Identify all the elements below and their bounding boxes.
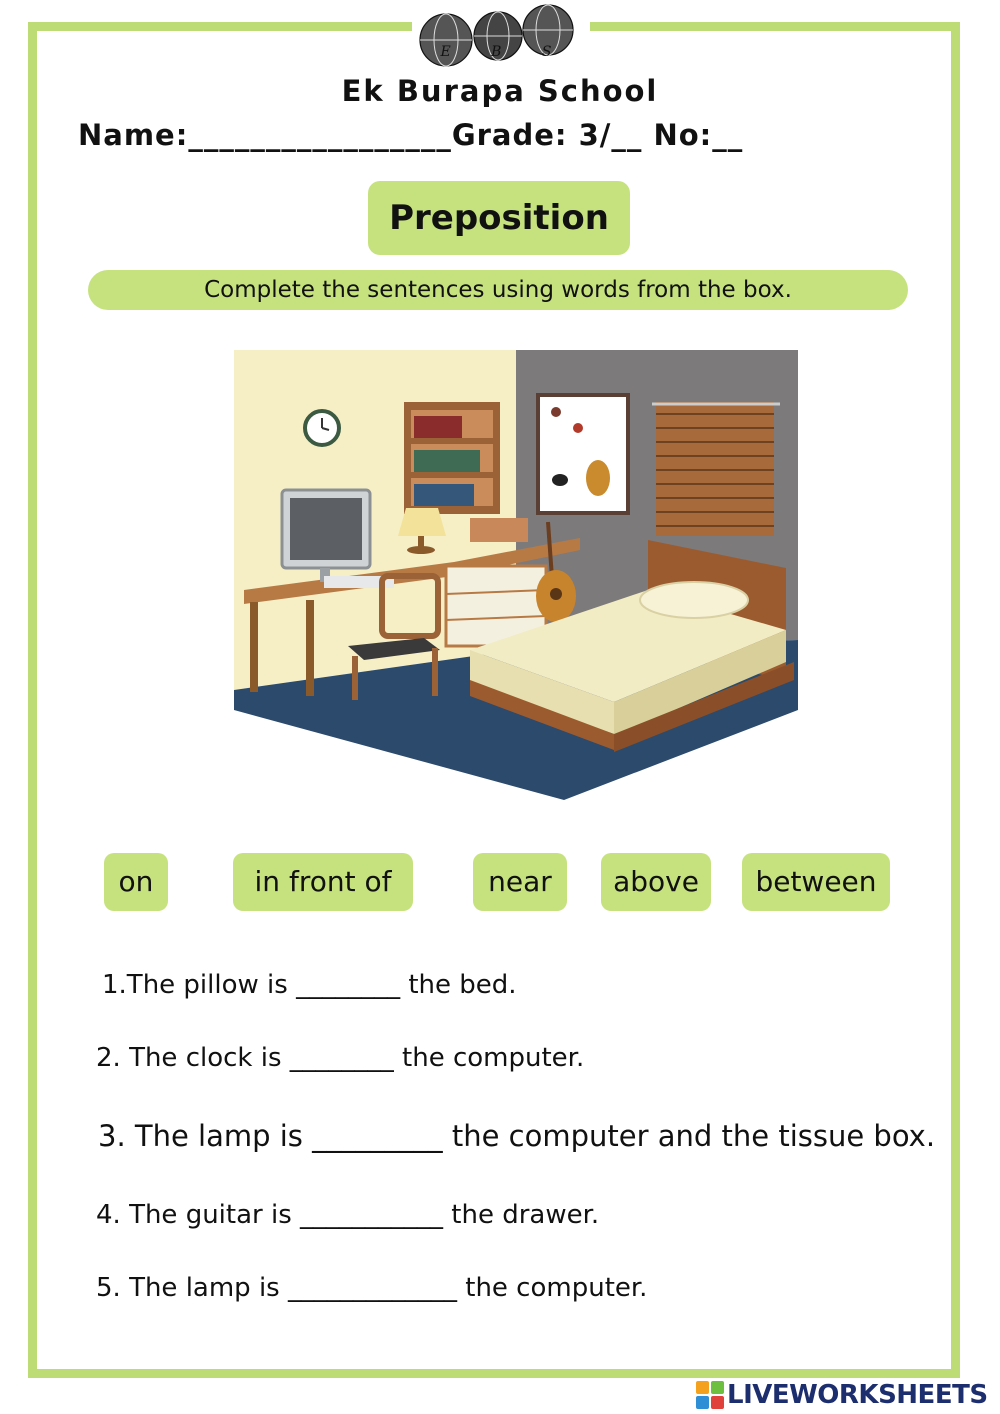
- worksheet-title: Preposition: [368, 181, 630, 255]
- question-1: 1.The pillow is ________ the bed.: [102, 970, 517, 1000]
- student-info-line: Name:_________________Grade: 3/__ No:__: [78, 118, 744, 152]
- brand-text: LIVEWORKSHEETS: [727, 1380, 988, 1410]
- question-3: 3. The lamp is _________ the computer and the tissue box.: [98, 1119, 936, 1153]
- word-chip-on: on: [104, 853, 168, 911]
- logo-letters: E B S: [440, 44, 570, 60]
- word-chip-in-front-of: in front of: [233, 853, 413, 911]
- word-chip-above: above: [601, 853, 711, 911]
- liveworksheets-brand: [696, 1378, 988, 1412]
- word-chip-near: near: [473, 853, 567, 911]
- instruction-banner: Complete the sentences using words from the box.: [88, 270, 908, 310]
- bedroom-illustration: [234, 350, 798, 800]
- word-chip-between: between: [742, 853, 890, 911]
- school-name: Ek Burapa School: [341, 74, 659, 108]
- bedroom-image: [234, 350, 798, 800]
- question-2: 2. The clock is ________ the computer.: [96, 1043, 585, 1073]
- globe-logo-icon: [412, 4, 590, 74]
- question-5: 5. The lamp is _____________ the computer.: [96, 1273, 648, 1303]
- liveworksheets-logo-icon: [696, 1381, 724, 1409]
- school-logo: [412, 4, 590, 74]
- question-4: 4. The guitar is ___________ the drawer.: [96, 1200, 600, 1230]
